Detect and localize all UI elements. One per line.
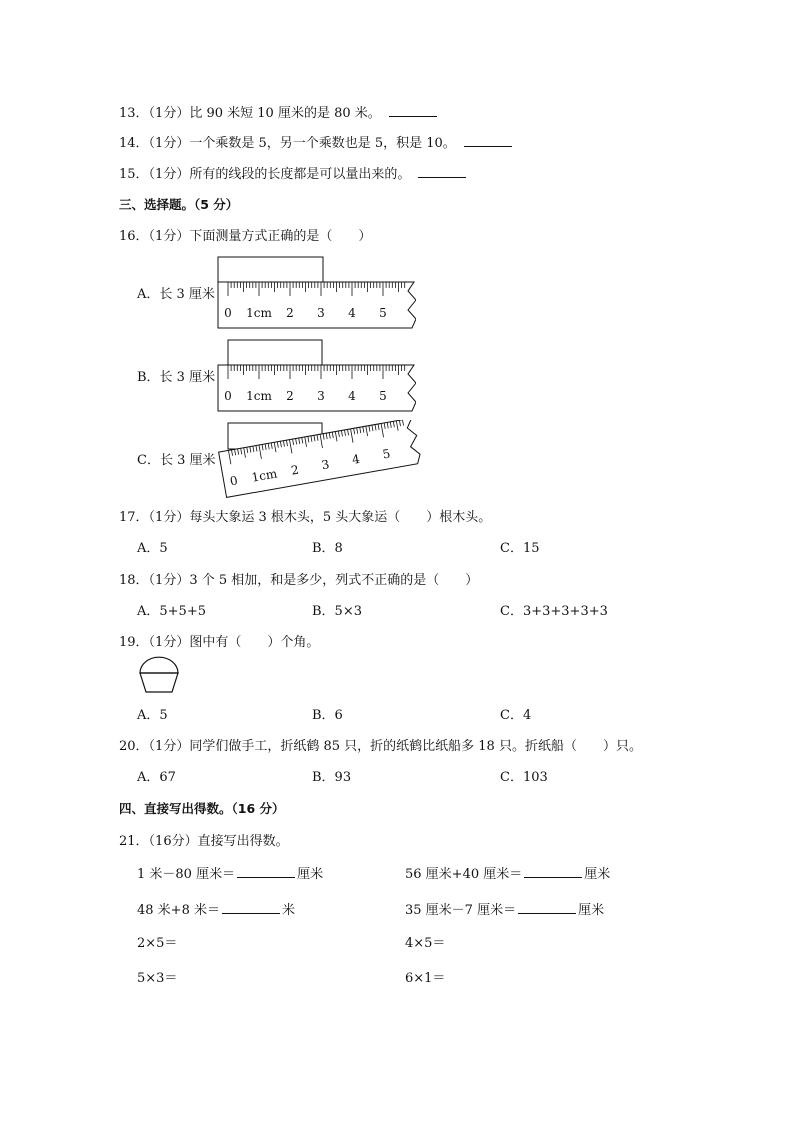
ruler-figure-c (216, 420, 424, 500)
ruler-label: 4 (348, 389, 356, 403)
question-number: 21． (119, 834, 149, 849)
question-score: （1分） (148, 635, 190, 650)
ruler-label: 0 (224, 389, 232, 403)
question-13 (119, 104, 437, 123)
option-20b[interactable]: B．93 (312, 770, 352, 785)
ruler-c (219, 420, 422, 497)
question-number: 13． (119, 106, 149, 121)
question-19 (119, 634, 319, 652)
calc-item-4 (405, 901, 604, 920)
ruler-label: 1cm (250, 466, 279, 485)
question-text: 同学们做手工，折纸鹤 85 只，折的纸鹤比纸船多 18 只。折纸船（ ）只。 (189, 739, 642, 754)
question-number: 17． (119, 510, 149, 525)
ruler-label: 2 (286, 306, 294, 320)
ruler-label: 3 (317, 306, 325, 320)
calc-unit: 厘米 (297, 867, 324, 882)
question-15 (119, 165, 466, 184)
option-20c[interactable]: C．103 (500, 770, 548, 785)
question-text: 下面测量方式正确的是（ ） (189, 229, 372, 244)
calc-expression: 35 厘米－7 厘米＝ (405, 903, 517, 918)
calc-expression: 2×5＝ (137, 936, 178, 951)
question-21 (119, 833, 289, 851)
shape-arc-top (140, 657, 178, 673)
answer-blank[interactable] (237, 865, 295, 878)
ruler-figure-a (216, 256, 416, 332)
question-14 (119, 134, 512, 153)
option-20a[interactable]: A．67 (137, 770, 176, 785)
section-heading-calc: 四、直接写出得数。（16 分） (119, 801, 285, 816)
question-text: 每头大象运 3 根木头，5 头大象运（ ）根木头。 (189, 510, 492, 525)
shape-trapezoid-bottom (140, 673, 178, 692)
option-19a[interactable]: A．5 (137, 708, 168, 723)
option-17b[interactable]: B．8 (312, 541, 343, 556)
ruler-label: 4 (348, 306, 356, 320)
ruler-label: 3 (320, 457, 331, 473)
question-number: 15． (119, 167, 149, 182)
question-16 (119, 228, 371, 246)
calc-item-3 (137, 901, 295, 920)
question-score: （1分） (148, 739, 190, 754)
question-score: （1分） (148, 106, 190, 121)
answer-blank[interactable] (464, 134, 512, 147)
question-text: 3 个 5 相加，和是多少，列式不正确的是（ ） (189, 573, 479, 588)
ruler-body (218, 282, 416, 328)
calc-unit: 米 (281, 903, 295, 918)
ruler-label: 2 (289, 462, 300, 478)
question-score: （1分） (148, 510, 190, 525)
ruler-a (218, 282, 416, 328)
question-text: 一个乘数是 5，另一个乘数也是 5，积是 10。 (189, 136, 456, 151)
calc-item-8 (405, 970, 445, 988)
ruler-figure-b (216, 339, 416, 415)
option-16b-label[interactable]: B．长 3 厘米 (137, 370, 216, 385)
measured-object-rect (218, 257, 323, 282)
question-17 (119, 509, 491, 527)
option-16a-label[interactable]: A．长 3 厘米 (137, 287, 215, 302)
option-16c-label[interactable]: C．长 3 厘米 (137, 453, 216, 468)
question-score: （16分） (148, 834, 198, 849)
option-17a[interactable]: A．5 (137, 541, 168, 556)
question-text: 直接写出得数。 (197, 834, 289, 849)
answer-blank[interactable] (524, 865, 582, 878)
calc-item-5 (137, 935, 177, 953)
calc-expression: 48 米+8 米＝ (137, 903, 220, 918)
calc-expression: 56 厘米+40 厘米＝ (405, 867, 523, 882)
calc-item-7 (137, 970, 177, 988)
question-text: 所有的线段的长度都是可以量出来的。 (189, 167, 411, 182)
answer-blank[interactable] (222, 901, 280, 914)
question-score: （1分） (148, 136, 190, 151)
question-text: 图中有（ ）个角。 (189, 635, 320, 650)
option-18a[interactable]: A．5+5+5 (137, 604, 206, 619)
answer-blank[interactable] (389, 104, 437, 117)
ruler-label: 0 (228, 473, 239, 489)
question-number: 14． (119, 136, 149, 151)
option-19c[interactable]: C．4 (500, 708, 532, 723)
question-18 (119, 572, 478, 590)
option-17c[interactable]: C．15 (500, 541, 540, 556)
question-score: （1分） (148, 167, 190, 182)
section-heading-choice: 三、选择题。（5 分） (119, 197, 239, 212)
option-19b[interactable]: B．6 (312, 708, 343, 723)
answer-blank[interactable] (418, 165, 466, 178)
calc-expression: 6×1＝ (405, 971, 446, 986)
calc-item-2 (405, 865, 610, 884)
calc-item-1 (137, 865, 323, 884)
ruler-label: 1cm (246, 389, 272, 403)
ruler-label: 3 (317, 389, 325, 403)
question-number: 20． (119, 739, 149, 754)
question-text: 比 90 米短 10 厘米的是 80 米。 (189, 106, 381, 121)
ruler-body (218, 365, 416, 411)
ruler-b (218, 365, 416, 411)
question-number: 19． (119, 635, 149, 650)
question-score: （1分） (148, 229, 190, 244)
ruler-label: 5 (379, 389, 387, 403)
calc-unit: 厘米 (578, 903, 605, 918)
question-number: 16． (119, 229, 149, 244)
calc-expression: 5×3＝ (137, 971, 178, 986)
ruler-label: 5 (379, 306, 387, 320)
calc-item-6 (405, 935, 445, 953)
option-18b[interactable]: B．5×3 (312, 604, 362, 619)
question-number: 18． (119, 573, 149, 588)
answer-blank[interactable] (518, 901, 576, 914)
calc-unit: 厘米 (584, 867, 611, 882)
measured-object-rect (228, 340, 322, 365)
ruler-label: 4 (350, 451, 361, 467)
basket-shape-figure (136, 656, 182, 696)
question-score: （1分） (148, 573, 190, 588)
ruler-label: 5 (381, 446, 392, 462)
ruler-label: 0 (224, 306, 232, 320)
option-18c[interactable]: C．3+3+3+3+3 (500, 604, 608, 619)
calc-expression: 4×5＝ (405, 936, 446, 951)
ruler-label: 2 (286, 389, 294, 403)
calc-expression: 1 米－80 厘米＝ (137, 867, 236, 882)
question-20 (119, 738, 642, 756)
ruler-label: 1cm (246, 306, 272, 320)
